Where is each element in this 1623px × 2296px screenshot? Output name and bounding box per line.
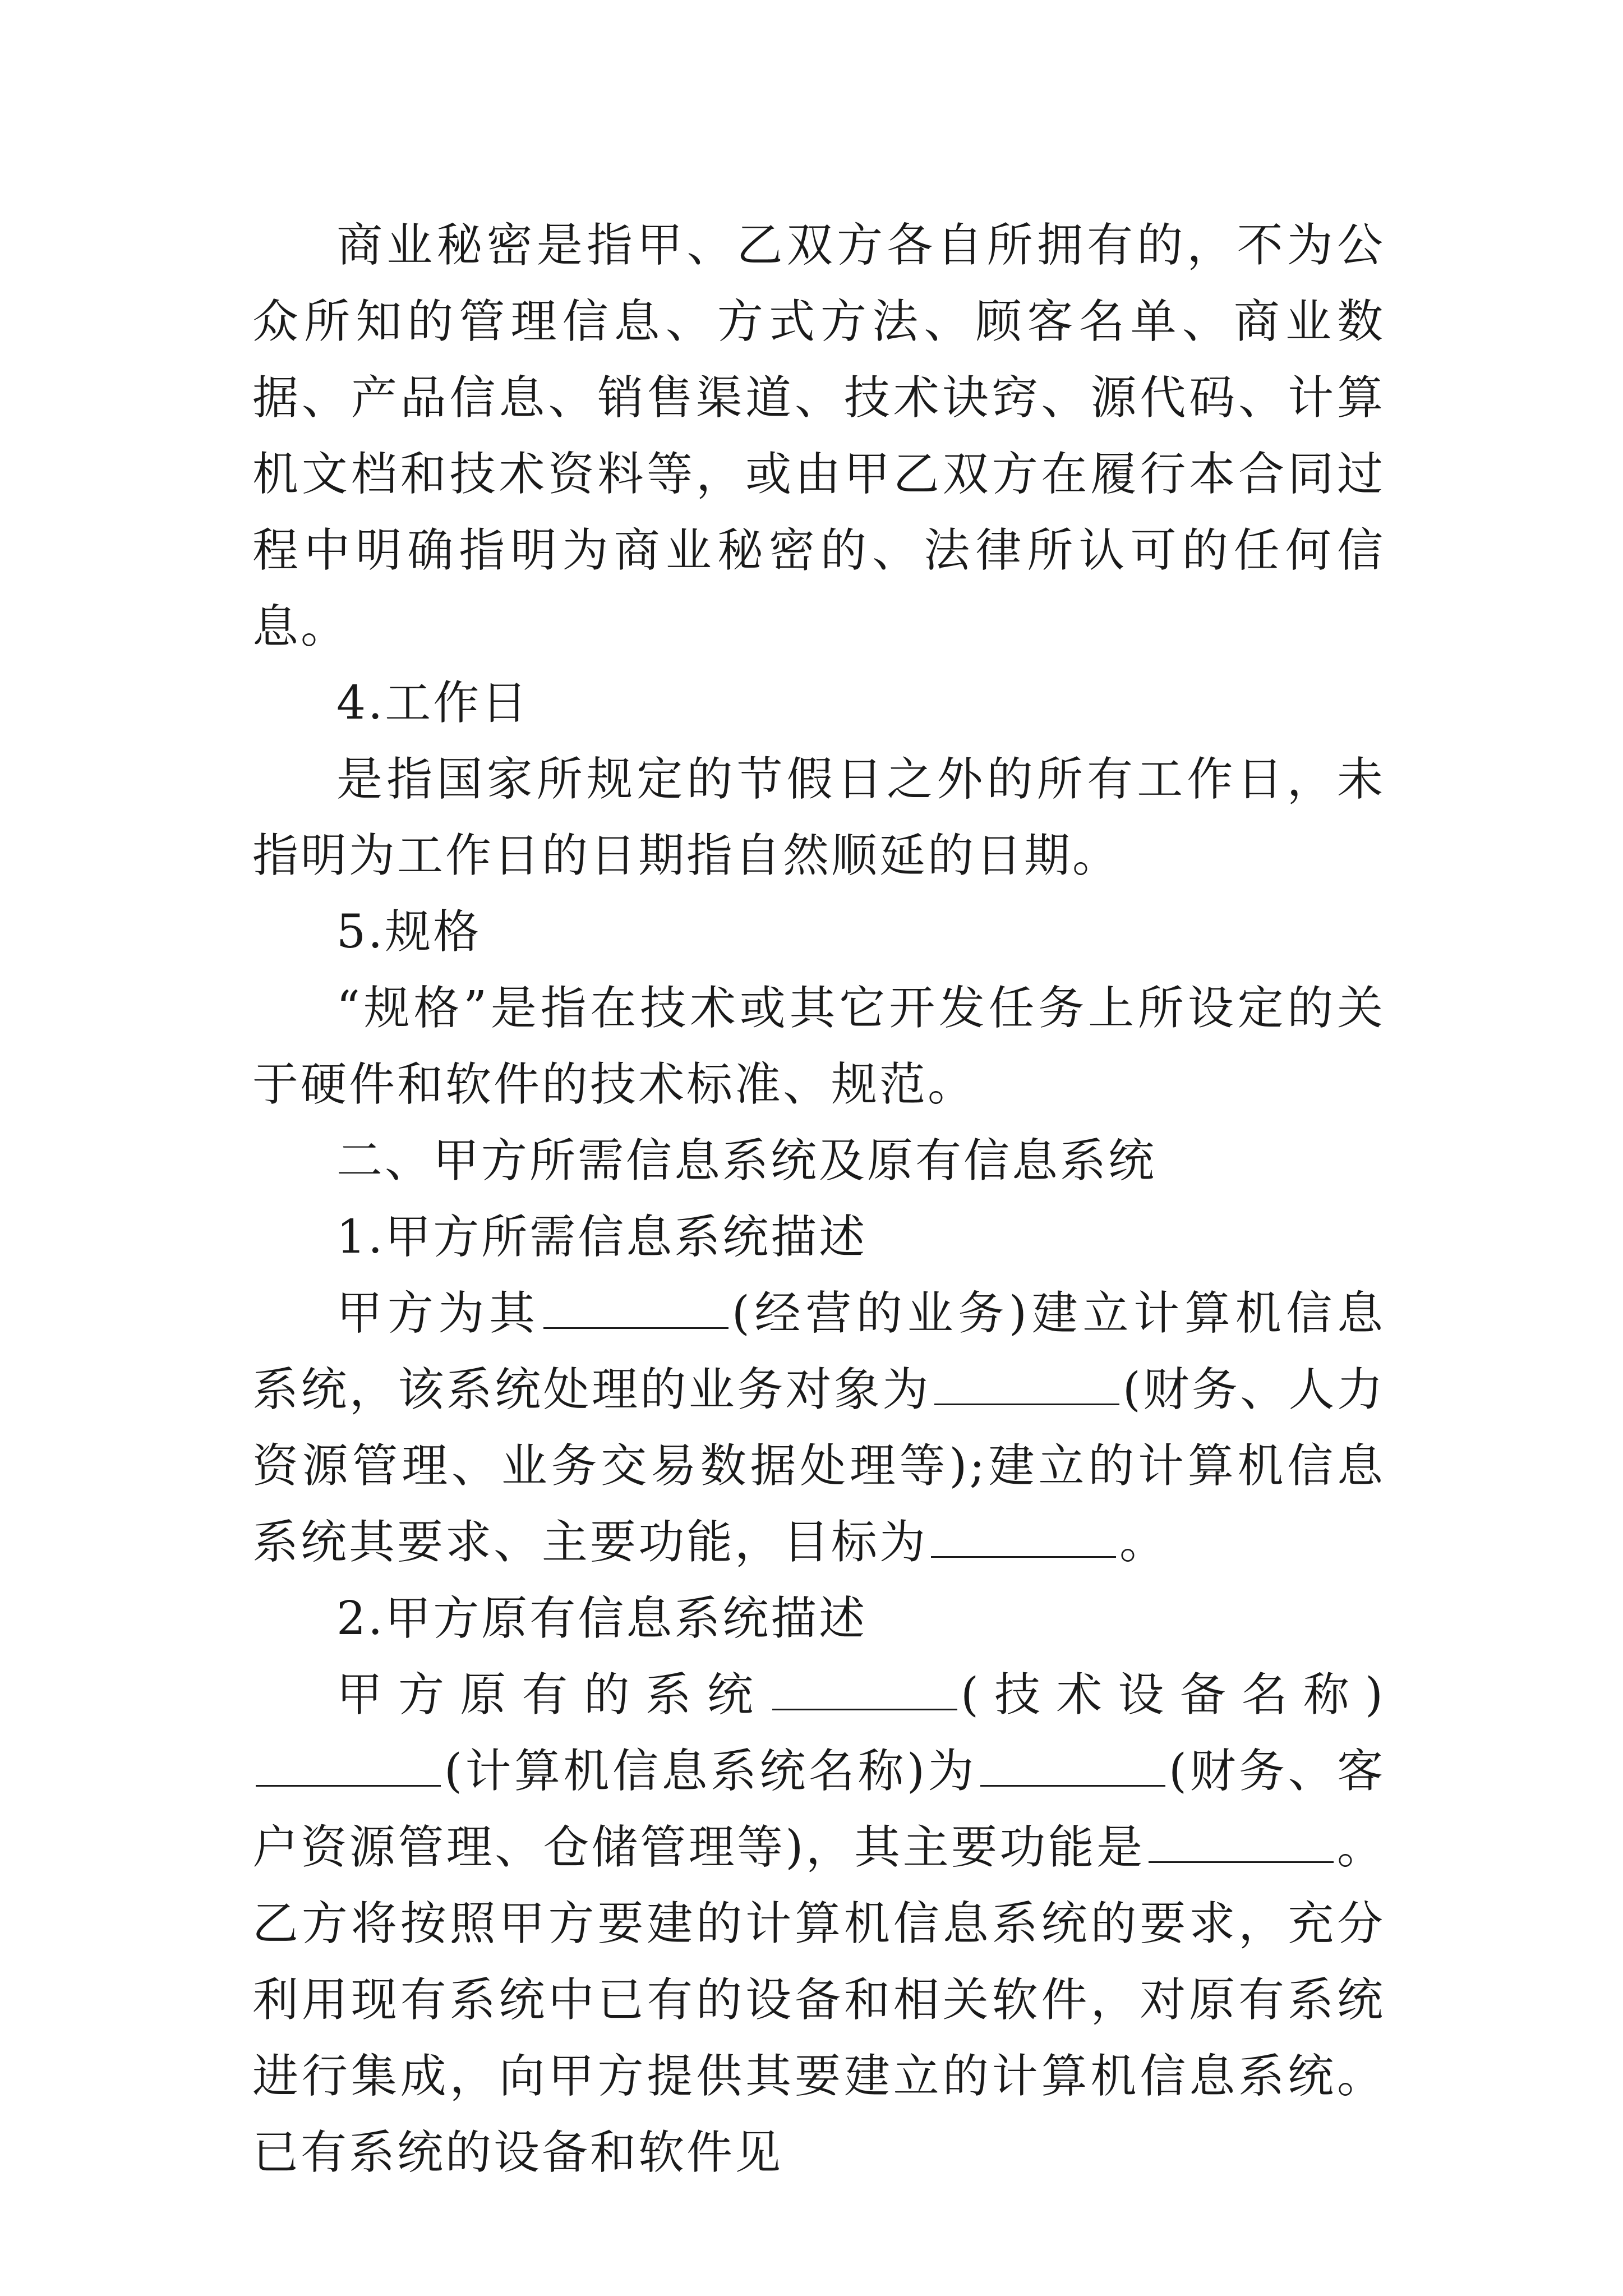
paragraph-required-system: [252, 1276, 1385, 1581]
heading-required-system: 1.甲方所需信息系统描述: [336, 1211, 868, 1264]
heading-working-day: 4.工作日: [336, 677, 530, 730]
text-segment: (计算机信息系统名称)为: [444, 1745, 977, 1798]
paragraph-existing-system: [252, 1657, 1385, 2191]
text-segment: (经营的业务)建立计算机信息系统，该系统处理的业务对象为: [252, 1287, 1385, 1416]
text-segment: 。: [1119, 1516, 1168, 1569]
document-body: [252, 208, 1385, 2191]
section-heading-info-systems: 二、甲方所需信息系统及原有信息系统: [336, 1134, 1157, 1188]
fill-in-blank-business[interactable]: [543, 1288, 728, 1329]
paragraph-trade-secret: 商业秘密是指甲、乙双方各自所拥有的，不为公众所知的管理信息、方式方法、顾客名单、商业数据、产品信息、销售渠道、技术诀窍、源代码、计算机文档和技术资料等，或由甲乙双方在履行本合同过程中明确指明为商业秘密的、法律所认可的任何信息。: [252, 219, 1385, 654]
fill-in-blank-system-type[interactable]: [980, 1746, 1165, 1787]
text-segment: (技术设备名称): [961, 1668, 1385, 1722]
text-segment: 甲方为其: [336, 1287, 540, 1340]
heading-specification: 5.规格: [336, 905, 482, 959]
fill-in-blank-main-function[interactable]: [1149, 1822, 1334, 1863]
paragraph-specification: “规格”是指在技术或其它开发任务上所设定的关于硬件和软件的技术标准、规范。: [252, 982, 1385, 1111]
text-segment: 。乙方将按照甲方要建的计算机信息系统的要求，充分利用现有系统中已有的设备和相关软件，对原有系统进行集成，向甲方提供其要建立的计算机信息系统。已有系统的设备和软件见: [252, 1821, 1385, 2179]
fill-in-blank-existing-system[interactable]: [772, 1669, 957, 1710]
fill-in-blank-business-object[interactable]: [934, 1364, 1119, 1405]
fill-in-blank-goal[interactable]: [931, 1517, 1116, 1558]
text-segment: (财务、客户资源管理、仓储管理等)，其主要功能是: [252, 1745, 1385, 1874]
heading-existing-system: 2.甲方原有信息系统描述: [336, 1592, 868, 1645]
fill-in-blank-system-name[interactable]: [256, 1746, 441, 1787]
text-segment: (财务、人力资源管理、业务交易数据处理等);建立的计算机信息系统其要求、主要功能，目标为: [252, 1363, 1385, 1569]
text-segment: 甲方原有的系统: [336, 1668, 769, 1722]
paragraph-working-day: 是指国家所规定的节假日之外的所有工作日，未指明为工作日的日期指自然顺延的日期。: [252, 753, 1385, 882]
